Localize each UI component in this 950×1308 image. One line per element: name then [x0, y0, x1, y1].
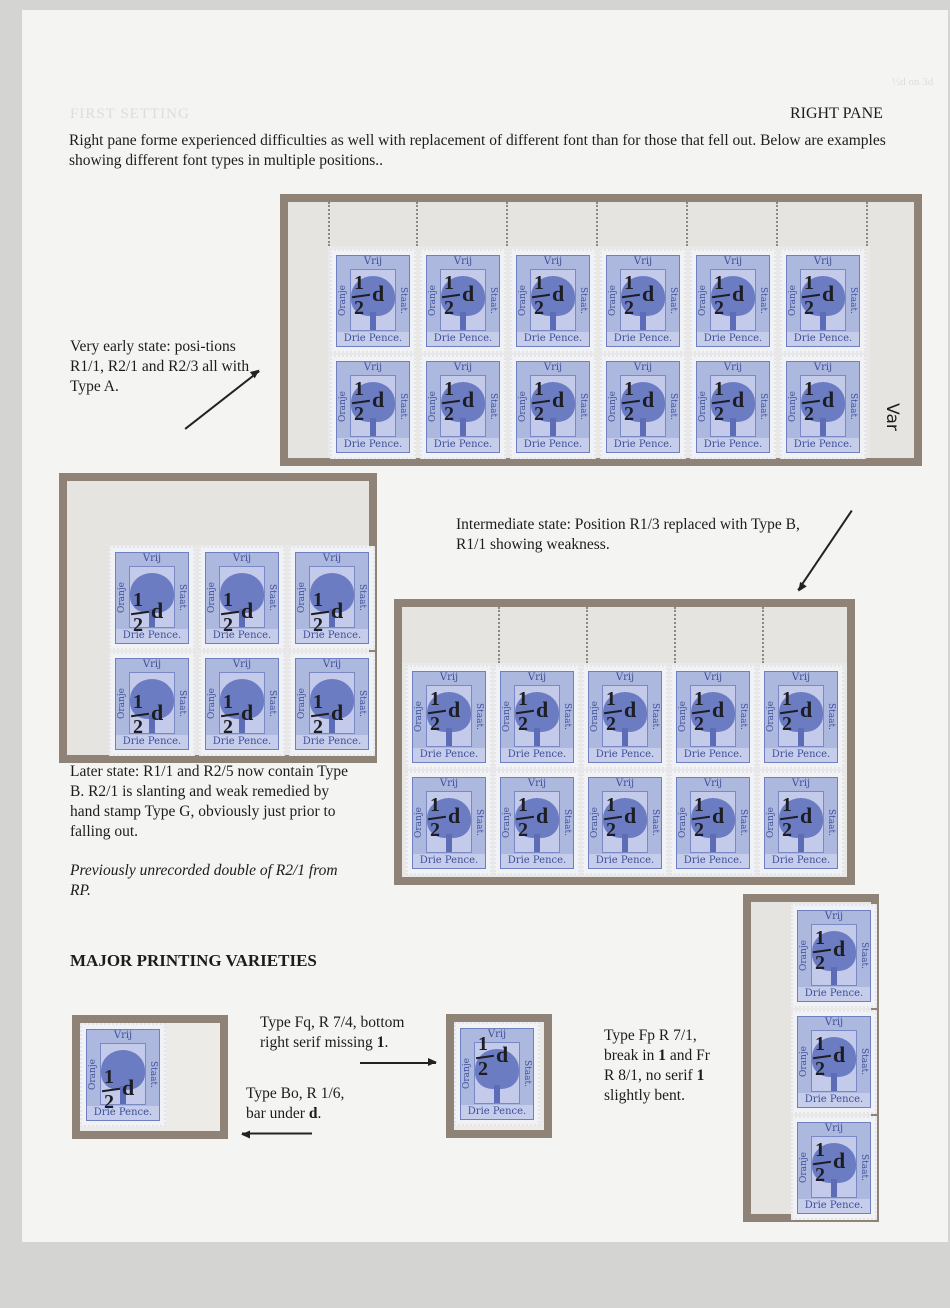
arrow-type-bo: [242, 1133, 312, 1135]
block-intermediate: [394, 599, 855, 885]
caption-previously: Previously unrecorded double of R2/1 from RP.: [70, 862, 338, 899]
gutter: [416, 202, 418, 246]
top-selvage: [67, 481, 369, 545]
block-later: [59, 473, 377, 763]
stamp: Vrij Oranje Staat. Drie Pence. 1 2 d: [109, 652, 195, 756]
block-very-early: [280, 194, 922, 466]
surcharge: 1 2 d: [620, 273, 670, 325]
surcharge: 1 2 d: [710, 379, 760, 431]
stamp: Vrij Oranje Staat. Drie Pence. 1 2 d: [199, 546, 285, 650]
stamp: Vrij Oranje Staat. Drie Pence. 1 2 d: [109, 546, 195, 650]
surcharge: 1 2 d: [530, 273, 580, 325]
gutter: [776, 202, 778, 246]
stamp-row-2: [406, 771, 844, 875]
caption-type-fq: [260, 1013, 450, 1053]
surcharge: 1 2 d: [309, 692, 359, 744]
stamp: Vrij Oranje Staat. Drie Pence. 1 2 d: [330, 355, 416, 459]
gutter: [686, 202, 688, 246]
surcharge: 1 2 d: [800, 273, 850, 325]
stamp: Vrij Oranje Staat. Drie Pence. 1 2 d: [670, 665, 756, 769]
gutter: [586, 607, 588, 663]
stamp: Vrij Oranje Staat. Drie Pence. 1 2 d: [758, 771, 844, 875]
variety-type-fp-strip: [743, 894, 879, 1222]
stamp-row-2: [109, 652, 375, 756]
top-selvage: [402, 607, 847, 663]
surcharge: 1 2 d: [800, 379, 850, 431]
stamp: Vrij Oranje Staat. Drie Pence. 1 2 d: [454, 1022, 540, 1126]
gutter: [762, 607, 764, 663]
corner-note: ½d on 3d: [892, 76, 934, 88]
stamp: Vrij Oranje Staat. Drie Pence. 1 2 d: [690, 249, 776, 353]
type-fp-line4: slightly bent.: [604, 1087, 685, 1104]
surcharge: 1 2 d: [100, 1067, 150, 1119]
surcharge: 1 2 d: [602, 689, 652, 741]
surcharge: 1 2 d: [602, 795, 652, 847]
gutter: [596, 202, 598, 246]
type-fp-line1: Type Fp R 7/1,: [604, 1027, 697, 1044]
gutter: [498, 607, 500, 663]
stamp: Vrij Oranje Staat. Drie Pence. 1 2 d: [80, 1023, 166, 1127]
surcharge: 1 2 d: [811, 1034, 861, 1086]
stamp: Vrij Oranje Staat. Drie Pence. 1 2 d: [510, 249, 596, 353]
stamp: Vrij Oranje Staat. Drie Pence. 1 2 d: [600, 355, 686, 459]
stamp: Vrij Oranje Staat. Drie Pence. 1 2 d: [510, 355, 596, 459]
surcharge: 1 2 d: [778, 795, 828, 847]
surcharge: 1 2 d: [309, 590, 359, 642]
surcharge: 1 2 d: [811, 1140, 861, 1192]
pane-heading: RIGHT PANE: [790, 105, 883, 122]
stamp: Vrij Oranje Staat. Drie Pence. 1 2 d: [780, 249, 866, 353]
stamp-row-2: [330, 355, 866, 459]
major-varieties-heading: MAJOR PRINTING VARIETIES: [70, 951, 317, 970]
stamp: Vrij Oranje Staat. Drie Pence. 1 2 d: [791, 1116, 877, 1220]
type-fp-line3: R 8/1, no serif 1: [604, 1067, 705, 1084]
caption-later: Later state: R1/1 and R2/5 now contain Type B. R2/1 is slanting and weak remedied by hand stamp Type G, obviously just prior to falling out.: [70, 763, 349, 840]
caption-very-early: Very early state: posi-tions R1/1, R2/1 and R2/3 all with Type A.: [70, 338, 250, 395]
type-bo-line1: Type Bo, R 1/6,: [246, 1085, 345, 1102]
surcharge: 1 2 d: [426, 795, 476, 847]
setting-heading: FIRST SETTING: [70, 106, 190, 122]
stamp: Vrij Oranje Staat. Drie Pence. 1 2 d: [791, 1010, 877, 1114]
variety-type-bo: [72, 1015, 228, 1139]
left-selvage: [67, 481, 109, 755]
stamp-column: [791, 904, 877, 1220]
surcharge: 1 2 d: [350, 379, 400, 431]
stamp: Vrij Oranje Staat. Drie Pence. 1 2 d: [494, 665, 580, 769]
type-fp-line2: break in 1 and Fr: [604, 1047, 710, 1064]
stamp: Vrij Oranje Staat. Drie Pence. 1 2 d: [199, 652, 285, 756]
surcharge: 1 2 d: [530, 379, 580, 431]
surcharge: 1 2 d: [620, 379, 670, 431]
top-selvage: [288, 202, 914, 246]
stamp: Vrij Oranje Staat. Drie Pence. 1 2 d: [670, 771, 756, 875]
surcharge: 1 2 d: [219, 590, 269, 642]
surcharge: 1 2 d: [129, 692, 179, 744]
caption-intermediate: Intermediate state: Position R1/3 replaced with Type B, R1/1 showing weakness.: [456, 516, 800, 553]
caption-type-bo: [246, 1084, 376, 1124]
stamp: Vrij Oranje Staat. Drie Pence. 1 2 d: [690, 355, 776, 459]
gutter: [506, 202, 508, 246]
stamp: Vrij Oranje Staat. Drie Pence. 1 2 d: [420, 355, 506, 459]
surcharge: 1 2 d: [219, 692, 269, 744]
surcharge: 1 2 d: [690, 689, 740, 741]
surcharge: 1 2 d: [440, 379, 490, 431]
stamp: Vrij Oranje Staat. Drie Pence. 1 2 d: [600, 249, 686, 353]
surcharge: 1 2 d: [710, 273, 760, 325]
stamp: Vrij Oranje Staat. Drie Pence. 1 2 d: [330, 249, 416, 353]
type-fq-line1: Type Fq, R 7/4, bottom: [260, 1014, 405, 1031]
arrow-type-fq: [360, 1062, 436, 1064]
stamp: Vrij Oranje Staat. Drie Pence. 1 2 d: [420, 249, 506, 353]
surcharge: 1 2 d: [440, 273, 490, 325]
stamp: Vrij Oranje Staat. Drie Pence. 1 2 d: [406, 665, 492, 769]
stamp: Vrij Oranje Staat. Drie Pence. 1 2 d: [494, 771, 580, 875]
stamp: Vrij Oranje Staat. Drie Pence. 1 2 d: [289, 652, 375, 756]
stamp: Vrij Oranje Staat. Drie Pence. 1 2 d: [791, 904, 877, 1008]
caption-type-fp: [604, 1026, 754, 1106]
stamp-row-1: [406, 665, 844, 769]
surcharge: 1 2 d: [129, 590, 179, 642]
variety-type-fq: [446, 1014, 552, 1138]
gutter: [674, 607, 676, 663]
surcharge: 1 2 d: [811, 928, 861, 980]
gutter: [866, 202, 868, 246]
stamp: Vrij Oranje Staat. Drie Pence. 1 2 d: [758, 665, 844, 769]
surcharge: 1 2 d: [426, 689, 476, 741]
surcharge: 1 2 d: [474, 1034, 524, 1086]
gutter: [328, 202, 330, 246]
surcharge: 1 2 d: [778, 689, 828, 741]
left-selvage: [751, 902, 791, 1214]
album-page: [22, 10, 948, 1242]
stamp: Vrij Oranje Staat. Drie Pence. 1 2 d: [289, 546, 375, 650]
intro-text: Right pane forme experienced difficulties as well with replacement of different font than for those that fell out. Below are examples showing different font types in multiple positions..: [69, 132, 886, 169]
surcharge: 1 2 d: [690, 795, 740, 847]
type-fq-line2: right serif missing 1.: [260, 1034, 389, 1051]
stamp: Vrij Oranje Staat. Drie Pence. 1 2 d: [406, 771, 492, 875]
left-selvage: [288, 202, 328, 458]
surcharge: 1 2 d: [514, 795, 564, 847]
surcharge: 1 2 d: [514, 689, 564, 741]
stamp: Vrij Oranje Staat. Drie Pence. 1 2 d: [582, 665, 668, 769]
stamp: Vrij Oranje Staat. Drie Pence. 1 2 d: [582, 771, 668, 875]
stamp-row-1: [109, 546, 375, 650]
pencil-mark: Var: [881, 403, 902, 431]
surcharge: 1 2 d: [350, 273, 400, 325]
type-bo-line2: bar under d.: [246, 1105, 322, 1122]
stamp-row-1: [330, 249, 866, 353]
stamp: Vrij Oranje Staat. Drie Pence. 1 2 d: [780, 355, 866, 459]
